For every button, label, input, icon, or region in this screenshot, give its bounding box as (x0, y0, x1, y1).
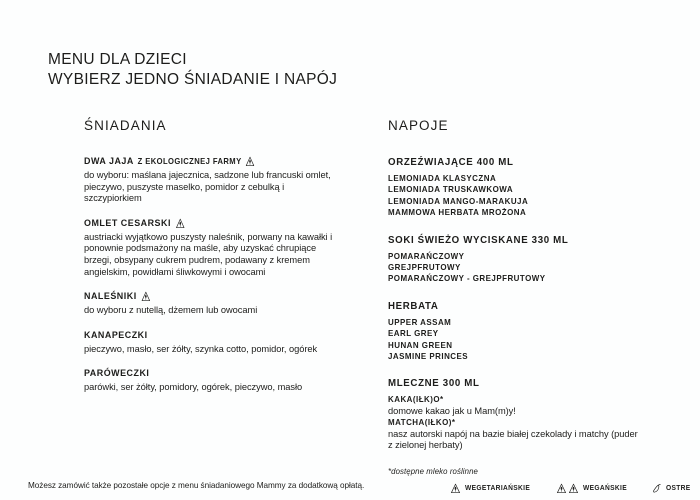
legend (450, 483, 692, 494)
legend-label: WEGAŃSKIE (582, 485, 627, 492)
vegetarian-icon (140, 291, 150, 302)
vegetarian-icon (245, 156, 255, 167)
breakfast-item (84, 291, 346, 317)
breakfast-item-title (84, 218, 328, 230)
drinks-group-title: MLECZNE 300 ML (388, 378, 480, 390)
drinks-group (388, 234, 658, 285)
breakfast-item-name-suffix: Z EKOLOGICZNEJ FARMY (137, 157, 242, 166)
legend-icon-group (651, 483, 662, 494)
drinks-group (388, 377, 658, 452)
legend-item (556, 483, 629, 494)
breakfast-item-description: pieczywo, masło, ser żółty, szynka cotto, pomidor, ogórek (84, 343, 318, 354)
vegetarian-icon (175, 218, 185, 229)
drinks-item: JASMINE PRINCES (388, 351, 469, 362)
drinks-item: LEMONIADA KLASYCZNA (388, 173, 497, 183)
drinks-item: KAKA(IŁK)O* (388, 394, 444, 405)
footer-note: Możesz zamówić także pozostałe opcje z menu śniadaniowego Mammy za dodatkową opłatą. (28, 481, 365, 490)
breakfast-item-name: KANAPECZKI (84, 329, 148, 341)
drinks-group-title: HERBATA (388, 300, 439, 312)
breakfast-item (84, 218, 346, 278)
legend-item (450, 483, 534, 494)
breakfast-list (84, 156, 346, 394)
title-line-1: MENU DLA DZIECI (48, 51, 187, 68)
breakfast-item-title (84, 330, 328, 342)
breakfast-item-title (84, 291, 328, 303)
vegetarian-icon (556, 483, 567, 494)
drinks-item-description: nasz autorski napój na bazie białej czekolady i matchy (puder z zielonej herbaty) (388, 428, 638, 451)
drinks-item: HUNAN GREEN (388, 339, 453, 350)
drinks-item: EARL GREY (388, 328, 439, 339)
vegetarian-icon (568, 483, 579, 494)
breakfast-item-title (84, 368, 328, 380)
breakfast-item (84, 156, 346, 205)
chili-icon (651, 483, 662, 494)
drinks-item: MATCHA(IŁKO)* (388, 417, 456, 428)
drinks-item: POMARAŃCZOWY - GREJPFRUTOWY (388, 273, 546, 284)
legend-item (651, 483, 692, 494)
legend-label: WEGETARIAŃSKIE (465, 485, 531, 492)
page-footer (0, 478, 700, 500)
drinks-group-title: SOKI ŚWIEŻO WYCISKANE 330 ML (388, 234, 569, 246)
breakfast-item-name: DWA JAJA (84, 156, 134, 167)
legend-icon-group (556, 483, 579, 494)
drinks-column (388, 118, 658, 476)
drinks-footnote: *dostępne mleko roślinne (388, 467, 478, 477)
drinks-item: MAMMOWA HERBATA MROŻONA (388, 207, 527, 218)
breakfast-item-name: NALEŚNIKI (84, 291, 137, 303)
breakfast-item (84, 330, 346, 356)
drinks-group (388, 300, 658, 363)
drinks-item: GREJPFRUTOWY (388, 262, 461, 273)
page-title (48, 50, 468, 90)
breakfast-item (84, 368, 346, 394)
legend-label: OSTRE (666, 485, 691, 492)
breakfast-item-description: austriacki wyjątkowo puszysty naleśnik, porwany na kawałki i ponownie podsmażony na maśle, aby uzyskać chrupiące brzegi, obsypany cukrem pudrem, podawany z kremem angielskim, powidłami śliwkowymi i owocami (84, 231, 333, 277)
breakfast-column (84, 118, 346, 407)
breakfast-item-title (84, 156, 328, 168)
breakfast-item-description: do wyboru z nutellą, dżemem lub owocami (84, 305, 258, 316)
drinks-list (388, 156, 658, 452)
breakfast-item-name: PARÓWECZKI (84, 368, 150, 380)
vegetarian-icon (450, 483, 461, 494)
drinks-item: UPPER ASSAM (388, 316, 452, 327)
breakfast-heading: ŚNIADANIA (84, 118, 167, 133)
drinks-group-title: ORZEŹWIAJĄCE 400 ML (388, 157, 514, 168)
drinks-item-description: domowe kakao jak u Mam(m)y! (388, 405, 516, 416)
title-line-2: WYBIERZ JEDNO ŚNIADANIE I NAPÓJ (48, 71, 338, 88)
drinks-item: LEMONIADA MANGO-MARAKUJA (388, 195, 529, 206)
legend-icon-group (450, 483, 461, 494)
drinks-group (388, 156, 658, 219)
drinks-item: POMARAŃCZOWY (388, 250, 465, 261)
drinks-item: LEMONIADA TRUSKAWKOWA (388, 184, 514, 195)
breakfast-item-description: parówki, ser żółty, pomidory, ogórek, pieczywo, masło (84, 382, 303, 393)
drinks-heading: NAPOJE (388, 118, 449, 133)
breakfast-item-description: do wyboru: maślana jajecznica, sadzone lub francuski omlet, pieczywo, puszyste maselko, pomidor z cebulką i szczypiorkiem (84, 170, 331, 204)
breakfast-item-name: OMLET CESARSKI (84, 217, 171, 229)
